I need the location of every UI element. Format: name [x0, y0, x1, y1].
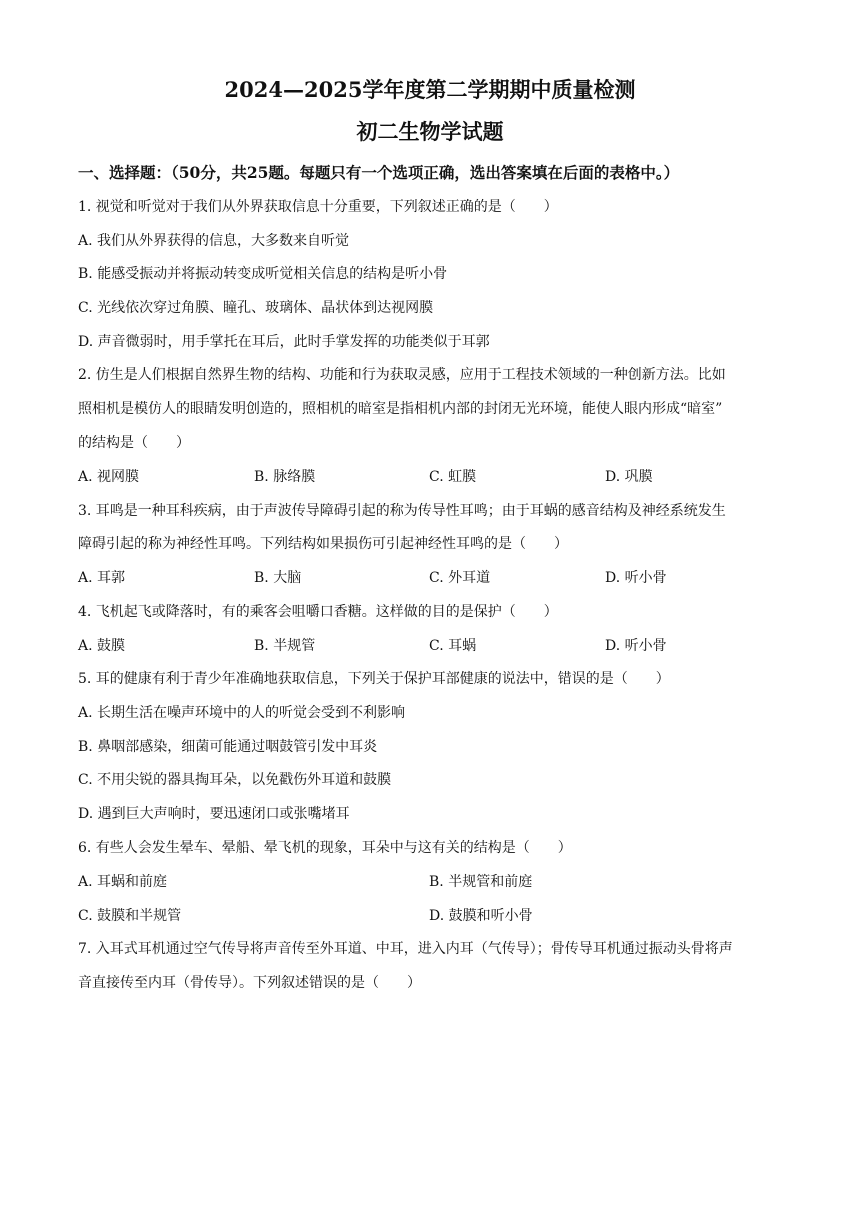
question-stem: 3. 耳鸣是一种耳科疾病，由于声波传导障碍引起的称为传导性耳鸣；由于耳蜗的感音结构及神经系统发生	[78, 503, 726, 519]
option-b: B. 脉络膜	[254, 469, 316, 485]
option-d: D. 听小骨	[605, 570, 667, 586]
question-stem: 音直接传至内耳（骨传导）。下列叙述错误的是（ ）	[78, 975, 421, 991]
question-stem: 1. 视觉和听觉对于我们从外界获取信息十分重要，下列叙述正确的是（ ）	[78, 199, 558, 215]
exam-subtitle: 初二生物学试题	[356, 119, 504, 144]
option-a: A. 视网膜	[78, 469, 140, 485]
question-stem: 障碍引起的称为神经性耳鸣。下列结构如果损伤可引起神经性耳鸣的是（ ）	[78, 536, 568, 552]
question-stem: 7. 入耳式耳机通过空气传导将声音传至外耳道、中耳，进入内耳（气传导）；骨传导耳机通过振动头骨将声	[78, 941, 733, 957]
option-d: D. 听小骨	[605, 638, 667, 654]
question-stem: 4. 飞机起飞或降落时，有的乘客会咀嚼口香糖。这样做的目的是保护（ ）	[78, 604, 558, 620]
question-stem: 照相机是模仿人的眼睛发明创造的，照相机的暗室是指相机内部的封闭无光环境，能使人眼内形成“暗室”	[78, 401, 723, 417]
option-c: C. 不用尖锐的器具掏耳朵，以免戳伤外耳道和鼓膜	[78, 772, 392, 788]
option-d: D. 鼓膜和听小骨	[429, 908, 533, 924]
question-stem: 的结构是（ ）	[78, 435, 190, 451]
option-b: B. 能感受振动并将振动转变成听觉相关信息的结构是听小骨	[78, 266, 448, 282]
option-d: D. 遇到巨大声响时，要迅速闭口或张嘴堵耳	[78, 806, 350, 822]
option-c: C. 虹膜	[429, 469, 477, 485]
option-b: B. 半规管和前庭	[429, 874, 533, 890]
option-d: D. 声音微弱时，用手掌托在耳后，此时手掌发挥的功能类似于耳郭	[78, 334, 490, 350]
option-a: A. 长期生活在噪声环境中的人的听觉会受到不利影响	[78, 705, 406, 721]
option-d: D. 巩膜	[605, 469, 653, 485]
option-b: B. 鼻咽部感染，细菌可能通过咽鼓管引发中耳炎	[78, 739, 378, 755]
exam-title: 2024—2025学年度第二学期期中质量检测	[224, 77, 636, 102]
question-stem: 2. 仿生是人们根据自然界生物的结构、功能和行为获取灵感，应用于工程技术领域的一种创新方法。比如	[78, 367, 726, 383]
option-b: B. 半规管	[254, 638, 316, 654]
option-a: A. 耳郭	[78, 570, 126, 586]
question-stem: 5. 耳的健康有利于青少年准确地获取信息，下列关于保护耳部健康的说法中，错误的是（ ）	[78, 671, 670, 687]
option-c: C. 光线依次穿过角膜、瞳孔、玻璃体、晶状体到达视网膜	[78, 300, 434, 316]
option-a: A. 耳蜗和前庭	[78, 874, 168, 890]
option-a: A. 我们从外界获得的信息，大多数来自听觉	[78, 233, 350, 249]
question-stem: 6. 有些人会发生晕车、晕船、晕飞机的现象，耳朵中与这有关的结构是（ ）	[78, 840, 572, 856]
option-c: C. 鼓膜和半规管	[78, 908, 182, 924]
option-c: C. 耳蜗	[429, 638, 477, 654]
option-c: C. 外耳道	[429, 570, 491, 586]
option-b: B. 大脑	[254, 570, 302, 586]
section-heading: 一、选择题：（50分，共25题。每题只有一个选项正确，选出答案填在后面的表格中。）	[78, 163, 680, 182]
option-a: A. 鼓膜	[78, 638, 126, 654]
